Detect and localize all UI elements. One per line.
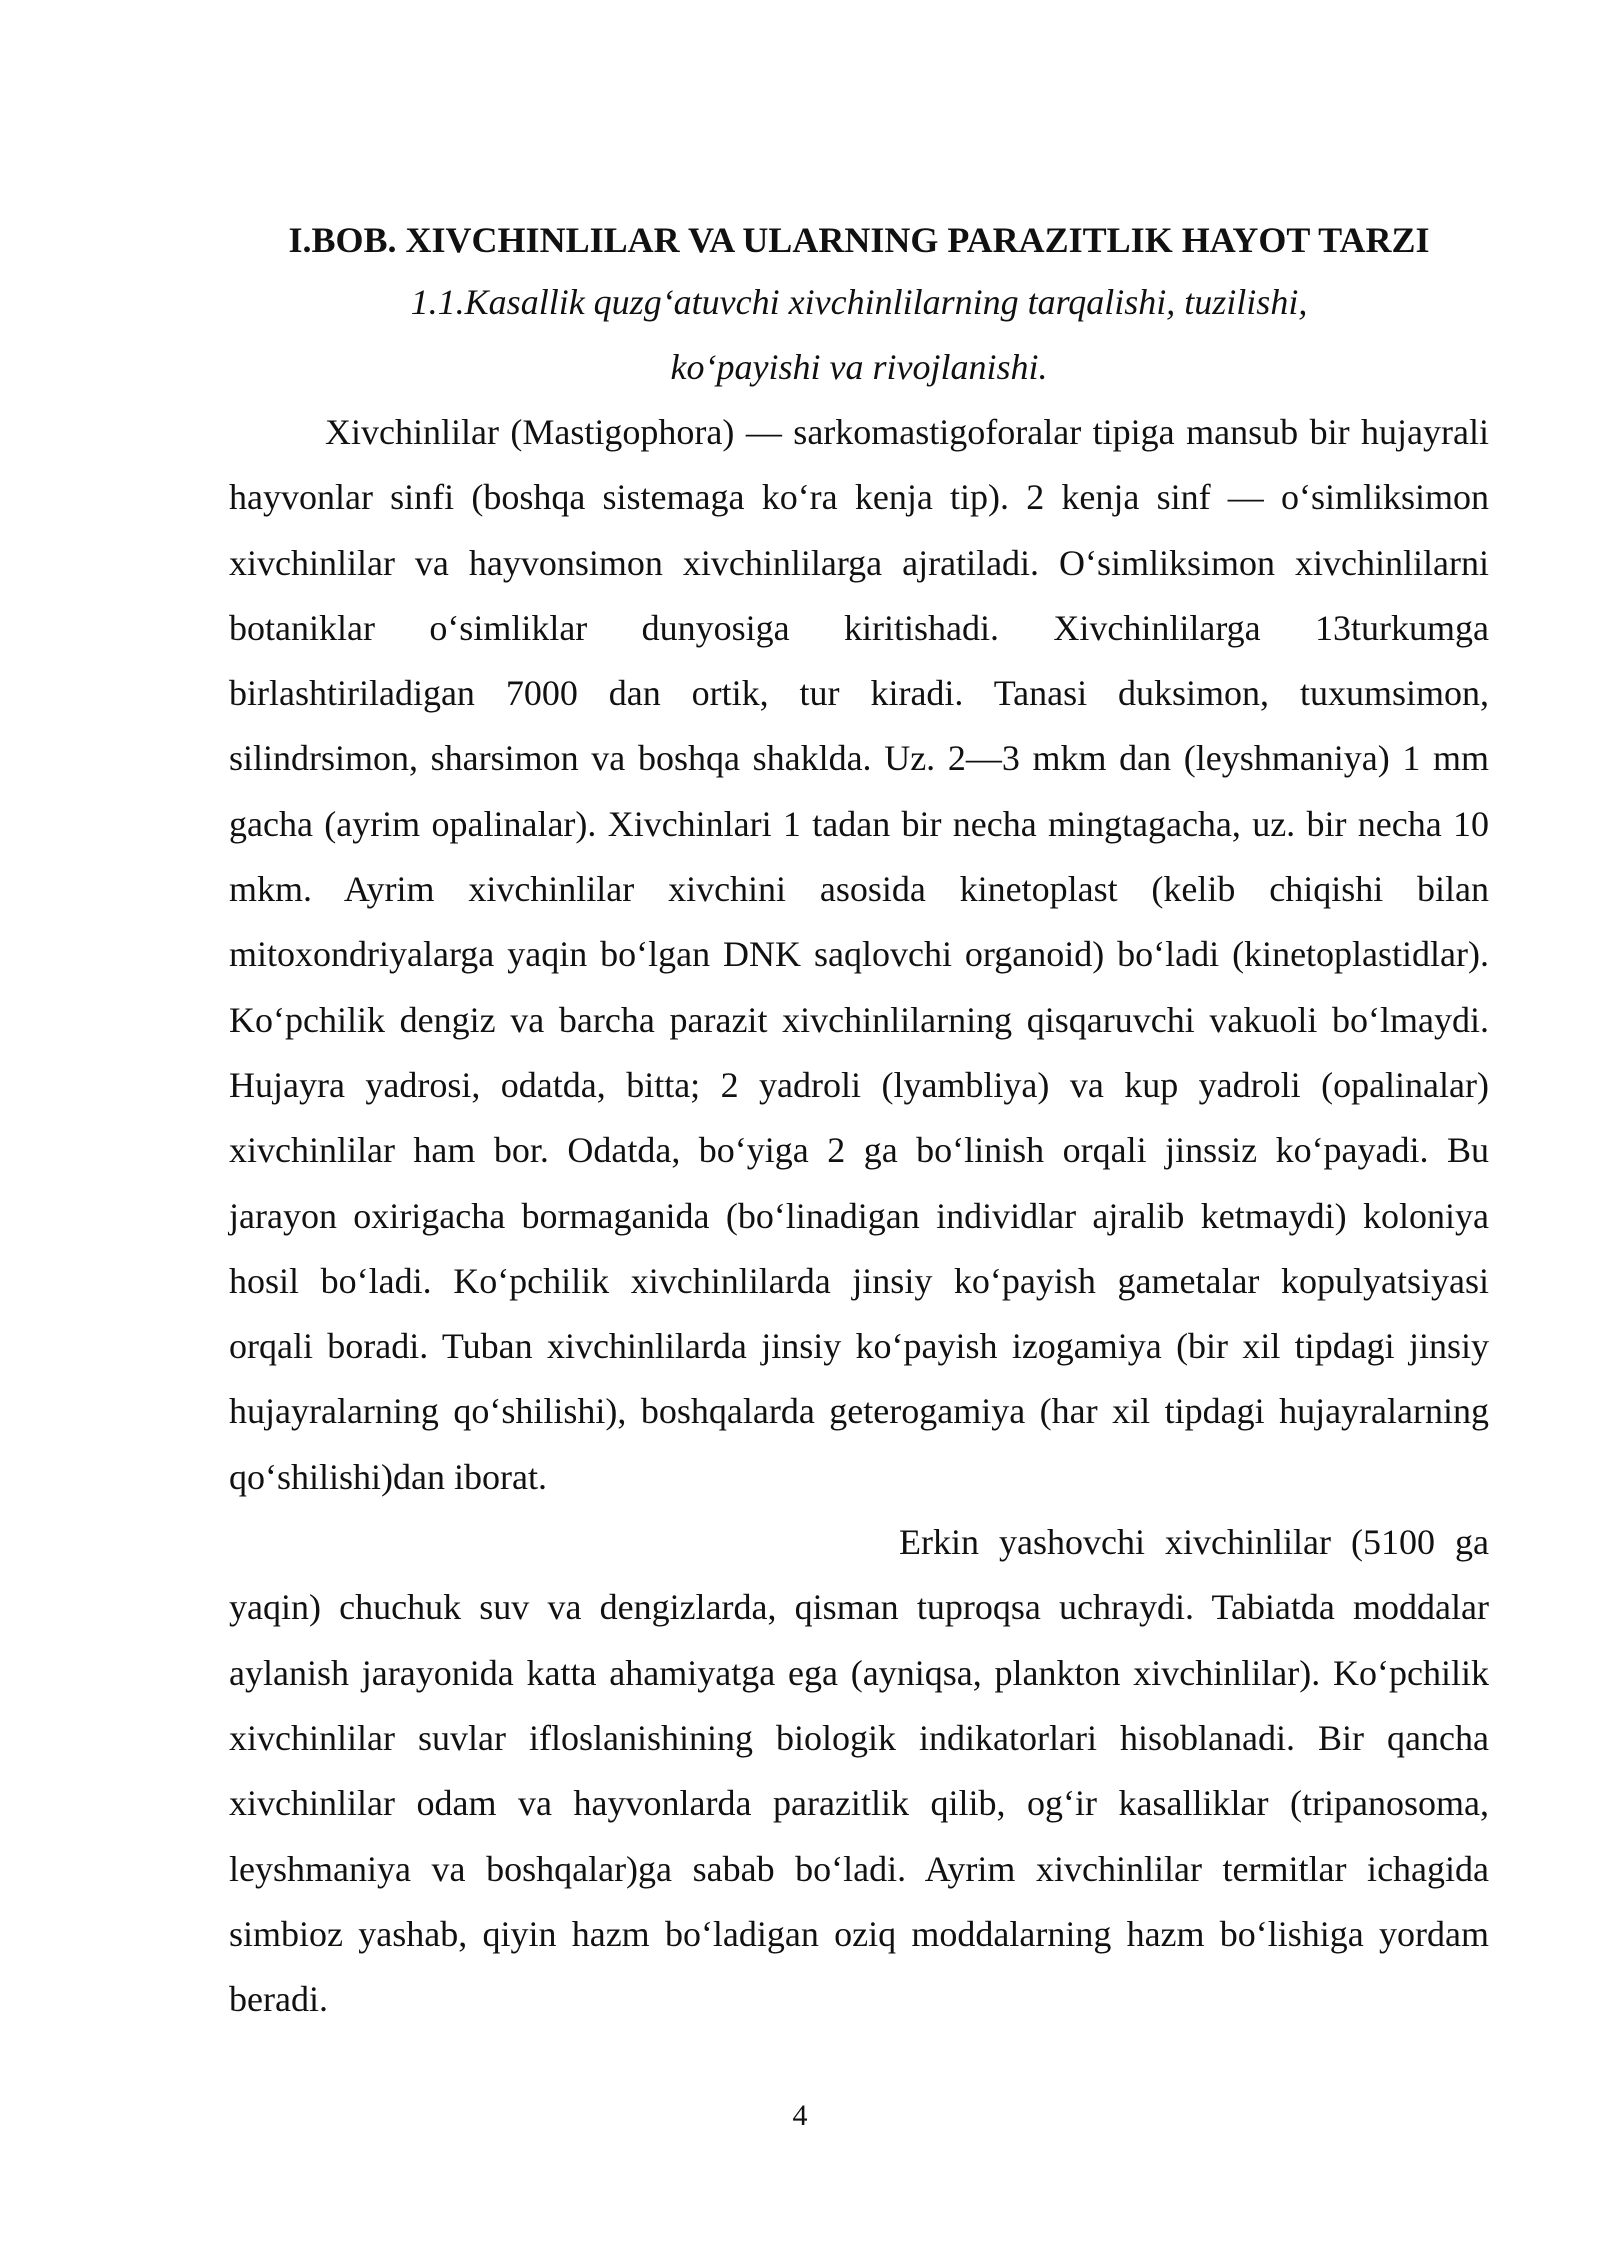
page-content [229,210,1489,2032]
body-paragraph: Erkin yashovchi xivchinlilar (5100 ga yaqin) chuchuk suv va dengizlarda, qisman tuproqsa uchraydi. Tabiatda moddalar aylanish jarayonida katta ahamiyatga ega (ayniqsa, plankton xivchinlilar). Ko‘pchilik xivchinlilar suvlar ifloslanishining biologik indikatorlari hisoblanadi. Bir qancha xivchinlilar odam va hayvonlarda parazitlik qilib, og‘ir kasalliklar (tripanosoma, leyshmaniya va boshqalar)ga sabab bo‘ladi. Ayrim xivchinlilar termitlar ichagida simbioz yashab, qiyin hazm bo‘ladigan oziq moddalarning hazm bo‘lishiga yordam beradi. [229,1522,1489,2020]
section-title: 1.1.Kasallik quzg‘atuvchi xivchinlilarning tarqalishi, tuzilishi, ko‘payishi va rivojlanishi. [410,282,1308,387]
chapter-title: I.BOB. XIVCHINLILAR VA ULARNING PARAZITLIK HAYOT TARZI [288,220,1430,260]
body-paragraph: Xivchinlilar (Mastigophora) — sarkomastigoforalar tipiga mansub bir hujayrali hayvonlar sinfi (boshqa sistemaga ko‘ra kenja tip). 2 kenja sinf — o‘simliksimon xivchinlilar va hayvonsimon xivchinlilarga ajratiladi. O‘simliksimon xivchinlilarni botaniklar o‘simliklar dunyosiga kiritishadi. Xivchinlilarga 13turkumga birlashtiriladigan 7000 dan ortik, tur kiradi. Tanasi duksimon, tuxumsimon, silindrsimon, sharsimon va boshqa shaklda. Uz. 2—3 mkm dan (leyshmaniya) 1 mm gacha (ayrim opalinalar). Xivchinlari 1 tadan bir necha mingtagacha, uz. bir necha 10 mkm. Ayrim xivchinlilar xivchini asosida kinetoplast (kelib chiqishi bilan mitoxondriyalarga yaqin bo‘lgan DNK saqlovchi organoid) bo‘ladi (kinetoplastidlar). Ko‘pchilik dengiz va barcha parazit xivchinlilarning qisqaruvchi vakuoli bo‘lmaydi. Hujayra yadrosi, odatda, bitta; 2 yadroli (lyambliya) va kup yadroli (opalinalar) xivchinlilar ham bor. Odatda, bo‘yiga 2 ga bo‘linish orqali jinssiz ko‘payadi. Bu jarayon oxirigacha bormaganida (bo‘linadigan individlar ajralib ketmaydi) koloniya hosil bo‘ladi. Ko‘pchilik xivchinlilarda jinsiy ko‘payish gametalar kopulyatsiyasi orqali boradi. Tuban xivchinlilarda jinsiy ko‘payish izogamiya (bir xil tipdagi jinsiy hujayralarning qo‘shilishi), boshqalarda geterogamiya (har xil tipdagi hujayralarning qo‘shilishi)dan iborat. [229,412,1489,1497]
page-number: 4 [792,2099,808,2132]
